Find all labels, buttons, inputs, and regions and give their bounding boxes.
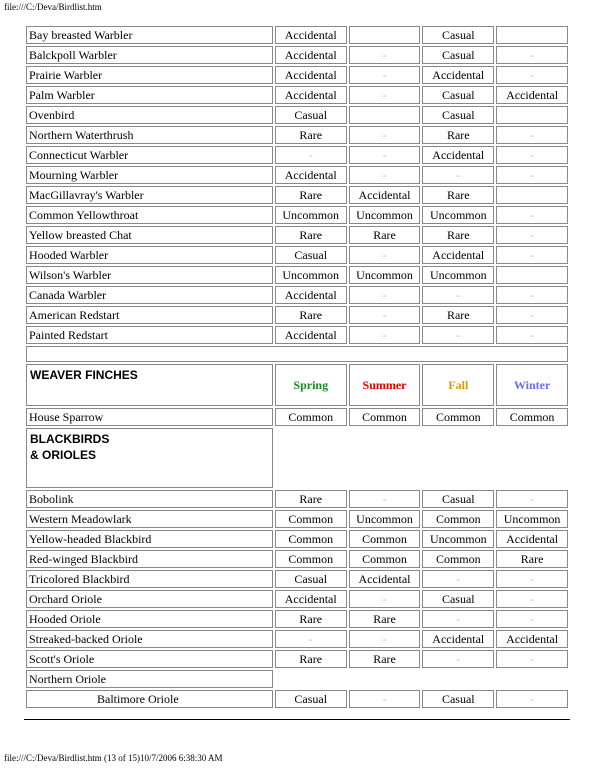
browser-footer: file:///C:/Deva/Birdlist.htm (13 of 15)10/7/2006 6:38:30 AM bbox=[4, 753, 223, 763]
fall-status: Accidental bbox=[422, 246, 494, 264]
winter-status: - bbox=[496, 490, 568, 508]
table-row bbox=[26, 610, 568, 628]
winter-status: - bbox=[496, 226, 568, 244]
spring-status: - bbox=[275, 146, 347, 164]
season-header-fall: Fall bbox=[422, 364, 494, 406]
summer-status: Accidental bbox=[349, 186, 421, 204]
table-row bbox=[26, 510, 568, 528]
fall-status: - bbox=[422, 570, 494, 588]
table-row bbox=[26, 570, 568, 588]
table-row bbox=[26, 286, 568, 304]
section-title-line1: BLACKBIRDS bbox=[30, 432, 110, 446]
winter-status: Uncommon bbox=[496, 510, 568, 528]
summer-status: Uncommon bbox=[349, 510, 421, 528]
table-row bbox=[26, 690, 568, 708]
spring-status: Accidental bbox=[275, 590, 347, 608]
summer-status: - bbox=[349, 246, 421, 264]
summer-status: - bbox=[349, 590, 421, 608]
warbler-rows bbox=[26, 26, 568, 344]
summer-status: - bbox=[349, 286, 421, 304]
spring-status: Common bbox=[275, 530, 347, 548]
fall-status: Common bbox=[422, 408, 494, 426]
bird-name: Orchard Oriole bbox=[26, 590, 273, 608]
fall-status: Casual bbox=[422, 590, 494, 608]
spring-status: Rare bbox=[275, 126, 347, 144]
summer-status: - bbox=[349, 326, 421, 344]
table-row bbox=[26, 530, 568, 548]
table-row bbox=[26, 66, 568, 84]
spring-status: Casual bbox=[275, 246, 347, 264]
winter-status: - bbox=[496, 206, 568, 224]
summer-status: Common bbox=[349, 550, 421, 568]
winter-status: Accidental bbox=[496, 86, 568, 104]
winter-status: Common bbox=[496, 408, 568, 426]
table-row bbox=[26, 86, 568, 104]
table-row bbox=[26, 266, 568, 284]
fall-status: Uncommon bbox=[422, 530, 494, 548]
section-title-weaver-finches: WEAVER FINCHES bbox=[26, 364, 273, 406]
table-row bbox=[26, 326, 568, 344]
spring-status: Rare bbox=[275, 186, 347, 204]
table-row bbox=[26, 106, 568, 124]
spacer-row bbox=[26, 346, 568, 362]
spring-status: Uncommon bbox=[275, 206, 347, 224]
bird-name: Palm Warbler bbox=[26, 86, 273, 104]
summer-status: Rare bbox=[349, 650, 421, 668]
summer-status: - bbox=[349, 690, 421, 708]
spring-status: Rare bbox=[275, 650, 347, 668]
fall-status: - bbox=[422, 166, 494, 184]
table-row bbox=[26, 670, 568, 688]
fall-status: Common bbox=[422, 510, 494, 528]
summer-status bbox=[349, 106, 421, 124]
winter-status: - bbox=[496, 286, 568, 304]
table-row bbox=[26, 26, 568, 44]
table-row bbox=[26, 166, 568, 184]
spring-status: Accidental bbox=[275, 46, 347, 64]
summer-status: - bbox=[349, 146, 421, 164]
winter-status: - bbox=[496, 166, 568, 184]
bird-name: Ovenbird bbox=[26, 106, 273, 124]
spring-status: Accidental bbox=[275, 26, 347, 44]
winter-status: - bbox=[496, 650, 568, 668]
season-header-summer: Summer bbox=[349, 364, 421, 406]
bird-name: Painted Redstart bbox=[26, 326, 273, 344]
spring-status: Uncommon bbox=[275, 266, 347, 284]
winter-status: - bbox=[496, 46, 568, 64]
fall-status: Rare bbox=[422, 226, 494, 244]
summer-status: - bbox=[349, 630, 421, 648]
bird-name: Streaked-backed Oriole bbox=[26, 630, 273, 648]
bird-name: Hooded Warbler bbox=[26, 246, 273, 264]
winter-status bbox=[496, 266, 568, 284]
winter-status: - bbox=[496, 590, 568, 608]
summer-status: Uncommon bbox=[349, 266, 421, 284]
summer-status: - bbox=[349, 126, 421, 144]
section-title-blackbirds-orioles bbox=[26, 428, 273, 488]
fall-status: - bbox=[422, 650, 494, 668]
fall-status: Casual bbox=[422, 106, 494, 124]
season-header-spring: Spring bbox=[275, 364, 347, 406]
fall-status: - bbox=[422, 326, 494, 344]
spring-status: Accidental bbox=[275, 286, 347, 304]
fall-status: Casual bbox=[422, 490, 494, 508]
bird-name: Yellow breasted Chat bbox=[26, 226, 273, 244]
fall-status: Rare bbox=[422, 306, 494, 324]
table-row bbox=[26, 306, 568, 324]
fall-status: Accidental bbox=[422, 630, 494, 648]
table-row bbox=[26, 246, 568, 264]
summer-status: - bbox=[349, 86, 421, 104]
spring-status: Common bbox=[275, 408, 347, 426]
winter-status: - bbox=[496, 690, 568, 708]
spring-status: - bbox=[275, 630, 347, 648]
table-row bbox=[26, 146, 568, 164]
summer-status: - bbox=[349, 306, 421, 324]
bird-name: Bobolink bbox=[26, 490, 273, 508]
winter-status: - bbox=[496, 570, 568, 588]
summer-status: Rare bbox=[349, 610, 421, 628]
bird-name: Red-winged Blackbird bbox=[26, 550, 273, 568]
winter-status: - bbox=[496, 66, 568, 84]
bird-name: Connecticut Warbler bbox=[26, 146, 273, 164]
winter-status bbox=[496, 106, 568, 124]
table-row bbox=[26, 490, 568, 508]
fall-status: - bbox=[422, 286, 494, 304]
spring-status: Rare bbox=[275, 610, 347, 628]
summer-status: - bbox=[349, 66, 421, 84]
fall-status: Common bbox=[422, 550, 494, 568]
section-header-empty bbox=[275, 428, 568, 488]
fall-status: Uncommon bbox=[422, 206, 494, 224]
browser-header-path: file:///C:/Deva/Birdlist.htm bbox=[4, 2, 102, 12]
fall-status: Casual bbox=[422, 26, 494, 44]
bird-name: Wilson's Warbler bbox=[26, 266, 273, 284]
summer-status: Uncommon bbox=[349, 206, 421, 224]
winter-status: Accidental bbox=[496, 530, 568, 548]
bird-name: Yellow-headed Blackbird bbox=[26, 530, 273, 548]
spring-status: Common bbox=[275, 510, 347, 528]
blackbird-rows bbox=[26, 490, 568, 668]
season-header-winter: Winter bbox=[496, 364, 568, 406]
winter-status bbox=[496, 186, 568, 204]
weaver-section bbox=[26, 346, 568, 426]
summer-status bbox=[349, 26, 421, 44]
table-row bbox=[26, 46, 568, 64]
section-title-line2: & ORIOLES bbox=[30, 448, 97, 462]
fall-status: - bbox=[422, 610, 494, 628]
spring-status: Casual bbox=[275, 690, 347, 708]
table-row bbox=[26, 550, 568, 568]
bird-name: Northern Oriole bbox=[26, 670, 273, 688]
bird-name: American Redstart bbox=[26, 306, 273, 324]
bird-name: Mourning Warbler bbox=[26, 166, 273, 184]
winter-status: - bbox=[496, 126, 568, 144]
winter-status: Rare bbox=[496, 550, 568, 568]
spring-status: Accidental bbox=[275, 86, 347, 104]
table-row bbox=[26, 186, 568, 204]
table-row bbox=[26, 408, 568, 426]
bird-name: Balckpoll Warbler bbox=[26, 46, 273, 64]
spring-status: Casual bbox=[275, 570, 347, 588]
fall-status: Casual bbox=[422, 86, 494, 104]
bird-name: Bay breasted Warbler bbox=[26, 26, 273, 44]
winter-status: Accidental bbox=[496, 630, 568, 648]
blackbird-section bbox=[26, 428, 568, 488]
table-row bbox=[26, 590, 568, 608]
bird-name: Western Meadowlark bbox=[26, 510, 273, 528]
bird-name: House Sparrow bbox=[26, 408, 273, 426]
fall-status: Accidental bbox=[422, 146, 494, 164]
summer-status: Accidental bbox=[349, 570, 421, 588]
winter-status: - bbox=[496, 610, 568, 628]
winter-status bbox=[496, 26, 568, 44]
summer-status: - bbox=[349, 166, 421, 184]
spring-status: Casual bbox=[275, 106, 347, 124]
summer-status: Rare bbox=[349, 226, 421, 244]
spring-status: Common bbox=[275, 550, 347, 568]
fall-status: Casual bbox=[422, 690, 494, 708]
winter-status: - bbox=[496, 326, 568, 344]
summer-status: Common bbox=[349, 530, 421, 548]
bird-name: Scott's Oriole bbox=[26, 650, 273, 668]
spring-status: Accidental bbox=[275, 166, 347, 184]
bird-name: Prairie Warbler bbox=[26, 66, 273, 84]
winter-status: - bbox=[496, 306, 568, 324]
table-row bbox=[26, 226, 568, 244]
bird-name: Hooded Oriole bbox=[26, 610, 273, 628]
bird-name: Common Yellowthroat bbox=[26, 206, 273, 224]
winter-status: - bbox=[496, 246, 568, 264]
bird-name: MacGillavray's Warbler bbox=[26, 186, 273, 204]
fall-status: Rare bbox=[422, 186, 494, 204]
table-row bbox=[26, 650, 568, 668]
bird-name: Northern Waterthrush bbox=[26, 126, 273, 144]
fall-status: Accidental bbox=[422, 66, 494, 84]
summer-status: - bbox=[349, 490, 421, 508]
spring-status: Rare bbox=[275, 490, 347, 508]
empty-cells bbox=[275, 670, 568, 688]
page-rule bbox=[24, 719, 570, 720]
fall-status: Rare bbox=[422, 126, 494, 144]
winter-status: - bbox=[496, 146, 568, 164]
spring-status: Rare bbox=[275, 226, 347, 244]
bird-list-table bbox=[24, 24, 570, 710]
table-row bbox=[26, 630, 568, 648]
table-row bbox=[26, 206, 568, 224]
spring-status: Rare bbox=[275, 306, 347, 324]
bird-name: Canada Warbler bbox=[26, 286, 273, 304]
summer-status: - bbox=[349, 46, 421, 64]
fall-status: Casual bbox=[422, 46, 494, 64]
oriole-subsection bbox=[26, 670, 568, 708]
summer-status: Common bbox=[349, 408, 421, 426]
bird-name: Tricolored Blackbird bbox=[26, 570, 273, 588]
table-row bbox=[26, 126, 568, 144]
fall-status: Uncommon bbox=[422, 266, 494, 284]
spring-status: Accidental bbox=[275, 66, 347, 84]
spring-status: Accidental bbox=[275, 326, 347, 344]
bird-name: Baltimore Oriole bbox=[26, 690, 273, 708]
